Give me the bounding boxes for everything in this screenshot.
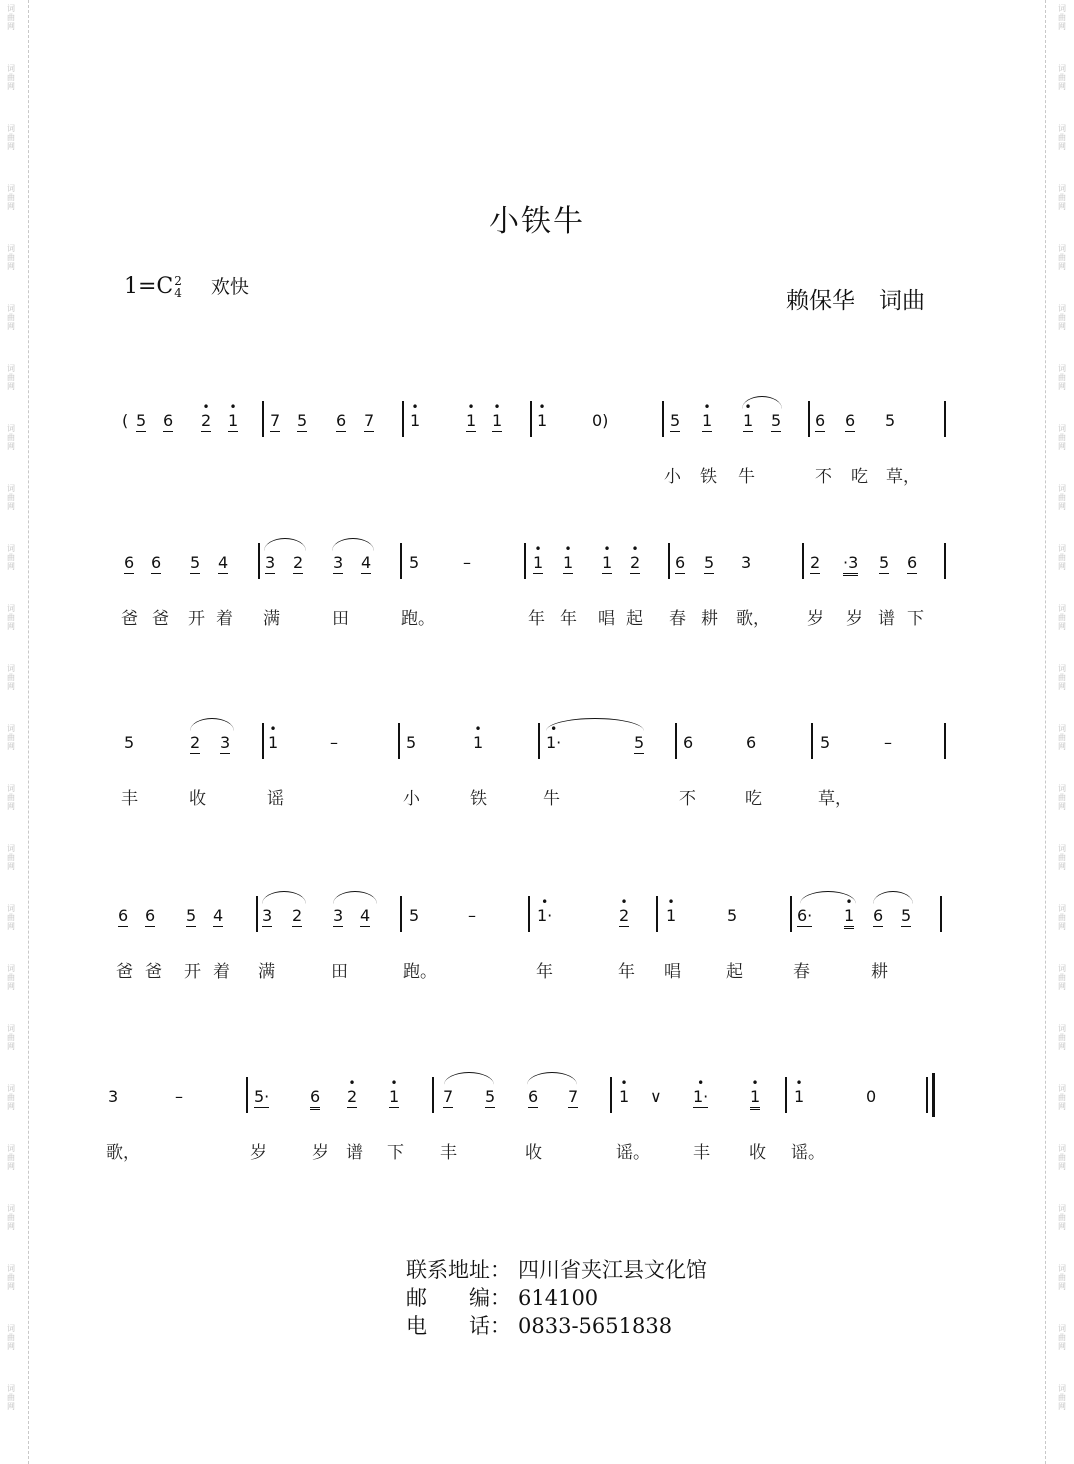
lyric-char: 田 xyxy=(332,609,349,629)
watermark-text: 词 曲 网 xyxy=(1058,724,1066,751)
lyric-char: 爸 xyxy=(121,609,138,629)
lyric-char: 满 xyxy=(263,609,280,629)
lyric-char: 收 xyxy=(525,1143,542,1163)
author-role: 词曲 xyxy=(879,288,925,314)
watermark-text: 词 曲 网 xyxy=(1058,604,1066,631)
lyric-char: 小 xyxy=(403,789,420,809)
octave-dot: • xyxy=(744,400,752,414)
lyric-char: 岁 xyxy=(312,1143,329,1163)
lyric-char: 丰 xyxy=(693,1143,710,1163)
watermark-text: 词 曲 网 xyxy=(7,424,15,451)
contact-phone-value: 0833-5651838 xyxy=(518,1314,673,1338)
watermark-text: 词 曲 网 xyxy=(1058,664,1066,691)
note: ∨ xyxy=(650,1087,662,1106)
note: 5 xyxy=(409,906,420,925)
slur xyxy=(527,1072,577,1085)
final-barline xyxy=(932,1073,935,1117)
lyric-char: 爸 xyxy=(145,962,162,982)
lyric-char: 岁 xyxy=(807,609,824,629)
barline xyxy=(940,896,942,932)
lyric-char: 草， xyxy=(886,467,920,487)
watermark-text: 词 曲 网 xyxy=(7,1024,15,1051)
note: 6 xyxy=(528,1087,539,1106)
note: 1· • xyxy=(693,1076,709,1106)
barline xyxy=(802,543,804,579)
lyric-char: 岁 xyxy=(846,609,863,629)
note: 6 xyxy=(845,411,856,430)
octave-dot: • xyxy=(348,1076,356,1090)
watermark-text: 词 曲 网 xyxy=(1058,964,1066,991)
watermark-text: 词 曲 网 xyxy=(1058,1264,1066,1291)
lyric-char: 岁 xyxy=(250,1143,267,1163)
lyric-char: 铁 xyxy=(700,467,717,487)
watermark-text: 词 曲 网 xyxy=(1058,844,1066,871)
lyric-char: 不 xyxy=(815,467,832,487)
watermark-text: 词 曲 网 xyxy=(7,304,15,331)
note: 2 xyxy=(810,553,821,572)
note: 1· • xyxy=(537,895,553,925)
lyric-char: 吃 xyxy=(745,789,762,809)
note: – xyxy=(468,906,476,925)
octave-dot: • xyxy=(564,542,572,556)
note: 7 xyxy=(568,1087,579,1106)
barline xyxy=(258,543,260,579)
lyric-char: 草， xyxy=(818,789,852,809)
note: 5 xyxy=(136,411,147,430)
lyric-char: 下 xyxy=(387,1143,404,1163)
octave-dot: • xyxy=(667,895,675,909)
watermark-text: 词 曲 网 xyxy=(1058,64,1066,91)
time-bottom: 4 xyxy=(174,286,182,300)
lyric-char: 谣。 xyxy=(616,1143,650,1163)
slur xyxy=(332,538,374,551)
barline xyxy=(926,1077,928,1113)
lyric-char: 年 xyxy=(618,962,635,982)
watermark-text: 词 曲 网 xyxy=(7,484,15,511)
note: 1 • xyxy=(228,400,239,430)
watermark-text: 词 曲 网 xyxy=(7,784,15,811)
watermark-text: 词 曲 网 xyxy=(1058,484,1066,511)
note: 5 xyxy=(771,411,782,430)
watermark-text: 词 曲 网 xyxy=(7,904,15,931)
note: 4 xyxy=(360,906,371,925)
watermark-text: 词 曲 网 xyxy=(7,184,15,211)
note: 6 xyxy=(151,553,162,572)
lyric-char: 谱 xyxy=(878,609,895,629)
note: 1 • xyxy=(268,722,279,752)
octave-dot: • xyxy=(534,542,542,556)
barline xyxy=(262,723,264,759)
note: 2 xyxy=(292,906,303,925)
time-signature xyxy=(174,275,182,299)
octave-dot: • xyxy=(390,1076,398,1090)
lyric-char: 跑。 xyxy=(401,609,435,629)
barline xyxy=(811,723,813,759)
barline xyxy=(808,401,810,437)
barline xyxy=(538,723,540,759)
note: 5 xyxy=(297,411,308,430)
note: 5 xyxy=(670,411,681,430)
watermark-text: 词 曲 网 xyxy=(1058,4,1066,31)
barline xyxy=(668,543,670,579)
octave-dot: • xyxy=(703,400,711,414)
note: 3 xyxy=(108,1087,119,1106)
score-row-2 xyxy=(0,542,1074,633)
note: 1 • xyxy=(466,400,477,430)
key-signature xyxy=(124,272,249,299)
lyric-char: 不 xyxy=(679,789,696,809)
octave-dot: • xyxy=(603,542,611,556)
watermark-text: 词 曲 网 xyxy=(7,4,15,31)
note: 1 • xyxy=(666,895,677,925)
note: 6 xyxy=(124,553,135,572)
note: 6 xyxy=(683,733,694,752)
lyric-char: 收 xyxy=(189,789,206,809)
lyric-char: 年 xyxy=(528,609,545,629)
lyric-char: 着 xyxy=(213,962,230,982)
note: ·3 xyxy=(843,553,858,576)
note: 4 xyxy=(213,906,224,925)
barline xyxy=(400,896,402,932)
note: 4 xyxy=(361,553,372,572)
octave-dot: • xyxy=(631,542,639,556)
score-row-1 xyxy=(0,400,1074,491)
note: 2 xyxy=(190,733,201,752)
barline xyxy=(790,896,792,932)
note: 6 xyxy=(163,411,174,430)
note: 5 xyxy=(409,553,420,572)
note: 6· xyxy=(797,906,813,925)
note: 5 xyxy=(885,411,896,430)
note: 6 xyxy=(145,906,156,925)
slur xyxy=(873,891,913,904)
lyric-char: 谣。 xyxy=(791,1143,825,1163)
note: 5· xyxy=(254,1087,270,1106)
watermark-text: 词 曲 网 xyxy=(7,364,15,391)
contact-postcode-value: 614100 xyxy=(518,1286,599,1310)
lyric-char: 收 xyxy=(749,1143,766,1163)
note: 0) xyxy=(592,411,609,430)
note: 3 xyxy=(265,553,276,572)
lyric-char: 满 xyxy=(258,962,275,982)
lyric-char: 吃 xyxy=(851,467,868,487)
barline xyxy=(944,401,946,437)
barline xyxy=(675,723,677,759)
note: 3 xyxy=(262,906,273,925)
watermark-text: 词 曲 网 xyxy=(1058,904,1066,931)
octave-dot: • xyxy=(202,400,210,414)
lyric-char: 爸 xyxy=(152,609,169,629)
octave-dot: • xyxy=(541,895,549,909)
note: 5 xyxy=(820,733,831,752)
barline xyxy=(610,1077,612,1113)
lyric-char: 年 xyxy=(536,962,553,982)
octave-dot: • xyxy=(229,400,237,414)
lyric-char: 起 xyxy=(726,962,743,982)
barline xyxy=(662,401,664,437)
song-title: 小铁牛 xyxy=(489,204,585,239)
watermark-text: 词 曲 网 xyxy=(1058,1384,1066,1411)
note: 5 xyxy=(727,906,738,925)
note: 1 • xyxy=(844,906,854,929)
watermark-text: 词 曲 网 xyxy=(1058,1204,1066,1231)
watermark-text: 词 曲 网 xyxy=(1058,124,1066,151)
lyric-char: 小 xyxy=(664,467,681,487)
note: 5 xyxy=(124,733,135,752)
octave-dot: • xyxy=(474,722,482,736)
note: 7 xyxy=(443,1087,454,1106)
lyric-char: 下 xyxy=(907,609,924,629)
note: 4 xyxy=(218,553,229,572)
watermark-text: 词 曲 网 xyxy=(7,604,15,631)
note: 6 xyxy=(873,906,884,925)
contact-address-label: 联系地址： xyxy=(406,1258,511,1282)
slur xyxy=(444,1072,494,1085)
lyric-char: 丰 xyxy=(121,789,138,809)
watermark-text: 词 曲 网 xyxy=(1058,424,1066,451)
octave-dot: • xyxy=(467,400,475,414)
octave-dot: • xyxy=(411,400,419,414)
note: 1 • xyxy=(619,1076,630,1106)
note: 1 • xyxy=(533,542,544,572)
lyric-char: 春 xyxy=(793,962,810,982)
note: 2 xyxy=(293,553,304,572)
note: 2 • xyxy=(347,1076,358,1106)
watermark-text: 词 曲 网 xyxy=(1058,304,1066,331)
contact-phone xyxy=(406,1312,707,1340)
barline xyxy=(256,896,258,932)
note: 5 xyxy=(190,553,201,572)
note: 1 • xyxy=(389,1076,400,1106)
barline xyxy=(398,723,400,759)
barline xyxy=(400,543,402,579)
note: 3 xyxy=(220,733,231,752)
note: 7 xyxy=(364,411,375,430)
watermark-text: 词 曲 网 xyxy=(7,844,15,871)
lyric-char: 耕 xyxy=(701,609,718,629)
slur xyxy=(264,538,306,551)
watermark-text: 词 曲 网 xyxy=(7,244,15,271)
barline xyxy=(656,896,658,932)
watermark-text: 词 曲 网 xyxy=(1058,544,1066,571)
note: – xyxy=(884,733,892,752)
score-row-4 xyxy=(0,895,1074,986)
note: – xyxy=(175,1087,183,1106)
lyric-char: 牛 xyxy=(738,467,755,487)
note: 1 • xyxy=(473,722,484,752)
lyric-char: 春 xyxy=(669,609,686,629)
contact-phone-label: 电 话： xyxy=(406,1314,511,1338)
contact-block xyxy=(406,1256,707,1340)
contact-address xyxy=(406,1256,707,1284)
note: 7 xyxy=(270,411,281,430)
slur xyxy=(262,891,306,904)
barline xyxy=(246,1077,248,1113)
slur xyxy=(190,718,234,731)
note: 5 xyxy=(901,906,912,925)
watermark-text: 词 曲 网 xyxy=(7,1264,15,1291)
barline xyxy=(524,543,526,579)
note: 1 • xyxy=(410,400,421,430)
barline xyxy=(944,723,946,759)
note: 5 xyxy=(634,733,645,752)
octave-dot: • xyxy=(751,1076,759,1090)
watermark-text: 词 曲 网 xyxy=(7,544,15,571)
barline xyxy=(530,401,532,437)
octave-dot: • xyxy=(550,722,558,736)
octave-dot: • xyxy=(269,722,277,736)
contact-postcode xyxy=(406,1284,707,1312)
note: 6 xyxy=(815,411,826,430)
score-row-3 xyxy=(0,722,1074,813)
score-row-5 xyxy=(0,1076,1074,1167)
watermark-text: 词 曲 网 xyxy=(1058,1084,1066,1111)
note: 1 • xyxy=(750,1087,760,1110)
watermark-text: 词 曲 网 xyxy=(1058,244,1066,271)
watermark-text: 词 曲 网 xyxy=(7,664,15,691)
note: 5 xyxy=(186,906,197,925)
watermark-text: 词 曲 网 xyxy=(7,964,15,991)
lyric-char: 起 xyxy=(626,609,643,629)
note: 1 • xyxy=(702,400,713,430)
lyric-char: 年 xyxy=(560,609,577,629)
note: 1 • xyxy=(794,1076,805,1106)
note: 0 xyxy=(866,1087,877,1106)
octave-dot: • xyxy=(620,1076,628,1090)
barline xyxy=(262,401,264,437)
author-name: 赖保华 xyxy=(786,288,855,314)
watermark-text: 词 曲 网 xyxy=(1058,184,1066,211)
octave-dot: • xyxy=(538,400,546,414)
lyric-char: 唱 xyxy=(664,962,681,982)
lyric-char: 爸 xyxy=(116,962,133,982)
note: 3 xyxy=(741,553,752,572)
contact-address-value: 四川省夹江县文化馆 xyxy=(518,1258,707,1282)
lyric-char: 铁 xyxy=(470,789,487,809)
lyric-char: 开 xyxy=(184,962,201,982)
note: 5 xyxy=(879,553,890,572)
watermark-text: 词 曲 网 xyxy=(7,1144,15,1171)
lyric-char: 谣 xyxy=(267,789,284,809)
barline xyxy=(528,896,530,932)
watermark-text: 词 曲 网 xyxy=(7,1084,15,1111)
time-top: 2 xyxy=(174,274,182,288)
barline xyxy=(944,543,946,579)
note: 5 xyxy=(406,733,417,752)
barline xyxy=(785,1077,787,1113)
watermark-text: 词 曲 网 xyxy=(7,724,15,751)
note: 1 • xyxy=(537,400,548,430)
octave-dot: • xyxy=(697,1076,705,1090)
note: 1 • xyxy=(492,400,503,430)
lyric-char: 谱 xyxy=(346,1143,363,1163)
octave-dot: • xyxy=(795,1076,803,1090)
note: 6 xyxy=(746,733,757,752)
note: 1 • xyxy=(563,542,574,572)
note: 3 xyxy=(333,906,344,925)
watermark-text: 词 曲 网 xyxy=(1058,364,1066,391)
watermark-text: 词 曲 网 xyxy=(1058,1024,1066,1051)
watermark-text: 词 曲 网 xyxy=(7,1384,15,1411)
note: 5 xyxy=(704,553,715,572)
key-prefix: 1=C xyxy=(124,274,174,299)
tempo-marking: 欢快 xyxy=(210,276,249,298)
watermark-text: 词 曲 网 xyxy=(7,1324,15,1351)
barline xyxy=(432,1077,434,1113)
octave-dot: • xyxy=(620,895,628,909)
lyric-char: 牛 xyxy=(543,789,560,809)
watermark-text: 词 曲 网 xyxy=(1058,1324,1066,1351)
lyric-char: 耕 xyxy=(871,962,888,982)
note: 2 • xyxy=(619,895,630,925)
note: 2 • xyxy=(201,400,212,430)
note: – xyxy=(330,733,338,752)
lyric-char: 田 xyxy=(331,962,348,982)
lyric-char: 丰 xyxy=(440,1143,457,1163)
watermark-text: 词 曲 网 xyxy=(1058,1144,1066,1171)
note: 3 xyxy=(333,553,344,572)
lyric-char: 歌， xyxy=(736,609,770,629)
watermark-text: 词 曲 网 xyxy=(7,124,15,151)
note: ( xyxy=(122,411,129,430)
note: 6 xyxy=(118,906,129,925)
lyric-char: 歌， xyxy=(106,1143,140,1163)
octave-dot: • xyxy=(493,400,501,414)
note: 6 xyxy=(675,553,686,572)
octave-dot: • xyxy=(845,895,853,909)
note: – xyxy=(463,553,471,572)
contact-postcode-label: 邮 编： xyxy=(406,1286,511,1310)
watermark-text: 词 曲 网 xyxy=(7,1204,15,1231)
note: 1· • xyxy=(546,722,562,752)
slur xyxy=(546,718,644,731)
slur xyxy=(333,891,377,904)
lyric-char: 跑。 xyxy=(403,962,437,982)
note: 6 xyxy=(336,411,347,430)
barline xyxy=(402,401,404,437)
lyric-char: 开 xyxy=(188,609,205,629)
note: 6 xyxy=(310,1087,320,1110)
lyric-char: 唱 xyxy=(598,609,615,629)
watermark-text: 词 曲 网 xyxy=(7,64,15,91)
author-credit xyxy=(786,282,925,315)
note: 5 xyxy=(485,1087,496,1106)
note: 1 • xyxy=(743,400,754,430)
note: 6 xyxy=(907,553,918,572)
lyric-char: 着 xyxy=(216,609,233,629)
watermark-text: 词 曲 网 xyxy=(1058,784,1066,811)
note: 1 • xyxy=(602,542,613,572)
note: 2 • xyxy=(630,542,641,572)
